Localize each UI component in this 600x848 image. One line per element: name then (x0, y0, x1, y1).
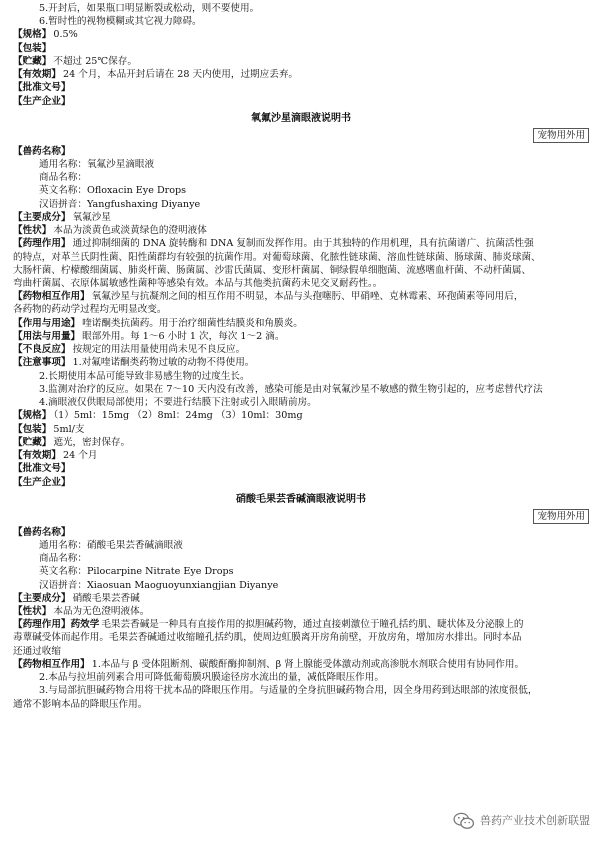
top-field-spec (13, 28, 589, 41)
section-label: 【贮藏】 (13, 436, 52, 448)
section-value: 5ml/支 (53, 423, 85, 435)
doc2-vet-box (13, 509, 589, 524)
doc2-ingredient (13, 592, 589, 605)
section-label: 【药理作用】 (13, 619, 71, 631)
doc2-english-name: 英文名称：Pilocarpine Nitrate Eye Drops (39, 566, 234, 578)
field-value: 不超过 25℃保存。 (53, 55, 137, 67)
vet-label: 宠物用外用 (533, 509, 589, 524)
doc2-property (13, 605, 589, 618)
section-value: 氧氟沙星 (72, 211, 111, 223)
section-value: （1）5ml：15mg （2）8ml：24mg （3）10ml：30mg (53, 410, 303, 422)
doc1-caution-line-4: 4.滴眼液仅供眼局部使用；不要进行结膜下注射或引入眼睛前房。 (39, 397, 317, 409)
top-field-package (13, 42, 589, 55)
section-value: 氧氟沙星与抗凝剂之间的相互作用不明显，本品与头孢噻肟、甲硝唑、克林霉素、环孢菌素等同用后， (91, 291, 524, 303)
top-field-validity (13, 68, 589, 81)
section-value: 24 个月 (62, 450, 98, 462)
vet-label: 宠物用外用 (533, 128, 589, 143)
doc1-trade-name: 商品名称： (39, 172, 87, 184)
doc2-interaction-line-4: 通常不影响本品的降眼压作用。 (13, 698, 148, 710)
section-label: 【药物相互作用】 (13, 658, 90, 670)
section-value: 通过抑制细菌的 DNA 旋转酶和 DNA 复制而发挥作用。由于其独特的作用机理，具有抗菌谱广、抗菌活性强 (72, 238, 534, 250)
doc1-interaction-line-2: 各药物的药动学过程均无明显改变。 (13, 304, 167, 316)
section-label: 【兽药名称】 (13, 145, 71, 157)
top-line-5: 5.开封后，如果瓶口明显断裂或松动，则不要使用。 (39, 3, 260, 14)
doc1-caution-line-3: 3.监测对治疗的反应。如果在 7～10 天内没有改善，感染可能是由对氧氟沙星不敏感的微生物引起的，应考虑替代疗法 (39, 383, 543, 395)
section-value: 按规定的用法用量使用尚未见不良反应。 (72, 344, 246, 356)
section-value: 硝酸毛果芸香碱 (72, 592, 140, 604)
field-value: 0.5% (53, 29, 78, 41)
section-label: 【性状】 (13, 605, 52, 617)
doc1-drug-name-heading (13, 145, 589, 158)
pharma-subheading: 药效学 (70, 619, 100, 631)
field-label: 【批准文号】 (13, 82, 71, 94)
doc1-usage (13, 317, 589, 330)
watermark-text: 兽药产业技术创新联盟 (480, 814, 590, 828)
doc1-property (13, 224, 589, 237)
top-field-approval (13, 81, 589, 94)
field-label: 【生产企业】 (13, 95, 71, 107)
section-value: 本品为淡黄色或淡黄绿色的澄明液体 (53, 225, 207, 237)
top-field-maker (13, 95, 589, 108)
top-line-6: 6.暂时性的视物模糊或其它视力障碍。 (39, 16, 202, 28)
document-content (13, 2, 589, 711)
section-label: 【包装】 (13, 423, 52, 435)
section-value: 1.对氟喹诺酮类药物过敏的动物不得使用。 (72, 357, 255, 369)
doc2-generic-name: 通用名称：硝酸毛果芸香碱滴眼液 (39, 539, 183, 551)
doc1-pharma-line-2: 的特点，对革兰氏阴性菌、阳性菌群均有较强的抗菌作用。对葡萄球菌、化脓性链球菌、溶血性链球菌、肠球菌、肺炎球菌、 (13, 251, 541, 263)
doc2-title: 硝酸毛果芸香碱滴眼液说明书 (236, 493, 366, 505)
doc1-dosage (13, 330, 589, 343)
watermark (453, 812, 590, 830)
section-label: 【性状】 (13, 225, 52, 237)
doc1-adverse (13, 343, 589, 356)
section-label: 【兽药名称】 (13, 526, 71, 538)
section-label: 【不良反应】 (13, 344, 71, 356)
doc2-pharma-line-3: 还通过收缩 (13, 645, 61, 657)
doc2-interaction-line-2: 2.本品与拉坦前列素合用可降低葡萄膜巩膜途径房水流出的量，减低降眼压作用。 (39, 672, 384, 684)
doc1-pharma-line-4: 弯曲杆菌属、衣原体属敏感性菌种等感染有效。本品与其他类抗菌药未见交叉耐药性。。 (13, 278, 383, 290)
doc2-trade-name: 商品名称： (39, 553, 87, 565)
doc1-spec (13, 409, 589, 422)
doc1-ingredient (13, 211, 589, 224)
wechat-icon (453, 812, 475, 830)
doc1-storage (13, 436, 589, 449)
doc1-pharma-line-1 (13, 237, 589, 250)
doc2-pharma-line-1 (13, 618, 589, 631)
section-value: 1.本品与 β 受体阻断剂、碳酸酐酶抑制剂、β 肾上腺能受体激动剂或高渗脱水剂联合使用有协同作用。 (91, 658, 525, 670)
doc2-pharma-line-2: 毒蕈碱受体而起作用。毛果芸香碱通过收缩瞳孔括约肌，使周边虹膜离开房角前壁，开放房角，增加房水排出。同时本品 (13, 632, 522, 644)
field-value: 24 个月，本品开封后请在 28 天内使用，过期应丢弃。 (62, 69, 299, 81)
doc1-pinyin: 汉语拼音：Yangfushaxing Diyanye (39, 198, 201, 210)
section-label: 【有效期】 (13, 450, 61, 462)
section-label: 【药理作用】 (13, 238, 71, 250)
section-value: 毛果芸香碱是一种具有直接作用的拟胆碱药物，通过直接刺激位于瞳孔括约肌、睫状体及分泌腺上的 (101, 619, 524, 631)
doc2-drug-name-heading (13, 526, 589, 539)
doc1-interaction-line-1 (13, 290, 589, 303)
section-label: 【注意事项】 (13, 357, 71, 369)
field-label: 【规格】 (13, 29, 52, 41)
doc1-pharma-line-3: 大肠杆菌、柠檬酸细菌属、肺炎杆菌、肠菌属、沙雷氏菌属、变形杆菌属、铜绿假单细胞菌、流感嗜血杆菌、不动杆菌属、 (13, 264, 532, 276)
doc1-caution-line-1 (13, 356, 589, 369)
doc1-validity (13, 449, 589, 462)
doc2-interaction-line-3: 3.与局部抗胆碱药物合用将干扰本品的降眼压作用。与适量的全身抗胆碱药物合用，因全身用药到达眼部的浓度很低， (39, 685, 538, 697)
field-label: 【有效期】 (13, 69, 61, 81)
section-label: 【药物相互作用】 (13, 291, 90, 303)
field-label: 【包装】 (13, 42, 52, 54)
doc1-package (13, 423, 589, 436)
section-value: 本品为无色澄明液体。 (53, 605, 150, 617)
section-label: 【作用与用途】 (13, 317, 81, 329)
doc2-interaction-line-1 (13, 658, 589, 671)
doc1-caution-line-2: 2.长期使用本品可能导致非易感生物的过度生长。 (39, 370, 250, 382)
doc1-english-name: 英文名称：Ofloxacin Eye Drops (39, 185, 187, 197)
top-field-storage (13, 55, 589, 68)
doc2-pinyin: 汉语拼音：Xiaosuan Maoguoyunxiangjian Diyanye (39, 579, 279, 591)
doc1-approval (13, 462, 589, 475)
section-label: 【批准文号】 (13, 463, 71, 475)
section-label: 【主要成分】 (13, 592, 71, 604)
section-label: 【规格】 (13, 410, 52, 422)
field-label: 【贮藏】 (13, 55, 52, 67)
doc1-generic-name: 通用名称：氧氟沙星滴眼液 (39, 158, 155, 170)
section-value: 眼部外用。每 1～6 小时 1 次，每次 1～2 滴。 (82, 330, 285, 342)
section-label: 【用法与用量】 (13, 330, 81, 342)
section-label: 【生产企业】 (13, 476, 71, 488)
section-value: 喹诺酮类抗菌药。用于治疗细菌性结膜炎和角膜炎。 (82, 317, 303, 329)
doc1-vet-box (13, 128, 589, 143)
doc1-maker (13, 476, 589, 489)
section-label: 【主要成分】 (13, 211, 71, 223)
doc1-title: 氧氟沙星滴眼液说明书 (251, 112, 351, 124)
section-value: 遮光，密封保存。 (53, 436, 131, 448)
